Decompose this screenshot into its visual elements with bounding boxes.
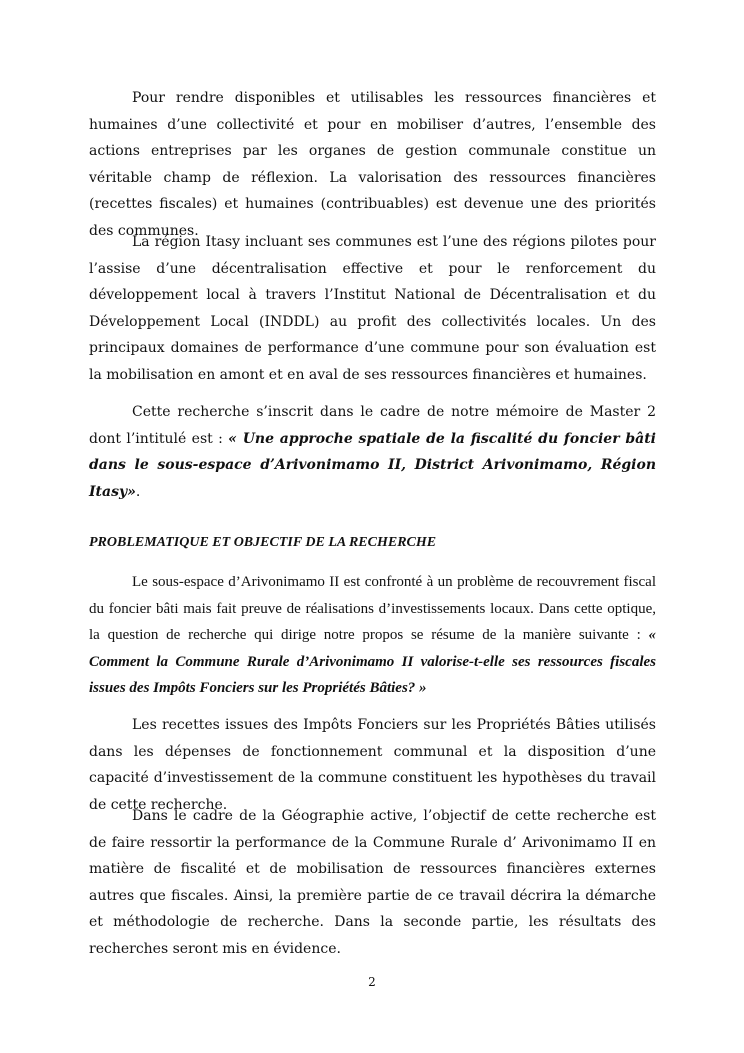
page-number: 2 bbox=[368, 975, 376, 989]
thesis-intro-text: Cette recherche s’inscrit dans le cadre de notre mémoire de Master 2 dont l’intitulé est : bbox=[89, 404, 656, 447]
paragraph-objective: Dans le cadre de la Géographie active, l’objectif de cette recherche est de faire ressortir la performance de la Commune Rurale d’ Arivonimamo II en matière de fiscalité et de mobilisation de ressources financières externes autres que fiscales. Ainsi, la première partie de ce travail décrira la démarche et méthodologie de recherche. Dans la seconde partie, les résultats des recherches seront mis en évidence. bbox=[89, 808, 656, 957]
problematic-text: Le sous-espace d’Arivonimamo II est confronté à un problème de recouvrement fiscal du foncier bâti mais fait preuve de réalisations d’investissements locaux. Dans cette optique, la question de recherche qui dirige notre propos se résume de la manière suivante : bbox=[89, 574, 656, 643]
research-question: « Comment la Commune Rurale d’Arivonimamo II valorise-t-elle ses ressources fiscales issues des Impôts Fonciers sur les Propriétés Bâties? » bbox=[89, 627, 656, 696]
paragraph-intro: Pour rendre disponibles et utilisables les ressources financières et humaines d’une collectivité et pour en mobiliser d’autres, l’ensemble des actions entreprises par les organes de gestion communale constitue un véritable champ de réflexion. La valorisation des ressources financières (recettes fiscales) et humaines (contribuables) est devenue une des priorités des communes. bbox=[89, 90, 656, 239]
paragraph-thesis-title bbox=[89, 399, 656, 505]
thesis-title-text: « Une approche spatiale de la fiscalité du foncier bâti dans le sous-espace d’Arivonimamo II, District Arivonimamo, Région Itasy» bbox=[89, 430, 656, 500]
paragraph-itasy-region: La région Itasy incluant ses communes est l’une des régions pilotes pour l’assise d’une décentralisation effective et pour le renforcement du développement local à travers l’Institut National de Décentralisation et du Développement Local (INDDL) au profit des collectivités locales. Un des principaux domaines de performance d’une commune pour son évaluation est la mobilisation en amont et en aval de ses ressources financières et humaines. bbox=[89, 234, 656, 383]
thesis-end-text: . bbox=[135, 483, 141, 500]
section-heading: PROBLEMATIQUE ET OBJECTIF DE LA RECHERCHE bbox=[89, 535, 437, 550]
paragraph-hypotheses: Les recettes issues des Impôts Fonciers sur les Propriétés Bâties utilisés dans les dépenses de fonctionnement communal et la disposition d’une capacité d’investissement de la commune constituent les hypothèses du travail de cette recherche. bbox=[89, 717, 656, 813]
paragraph-problematic bbox=[89, 569, 656, 702]
